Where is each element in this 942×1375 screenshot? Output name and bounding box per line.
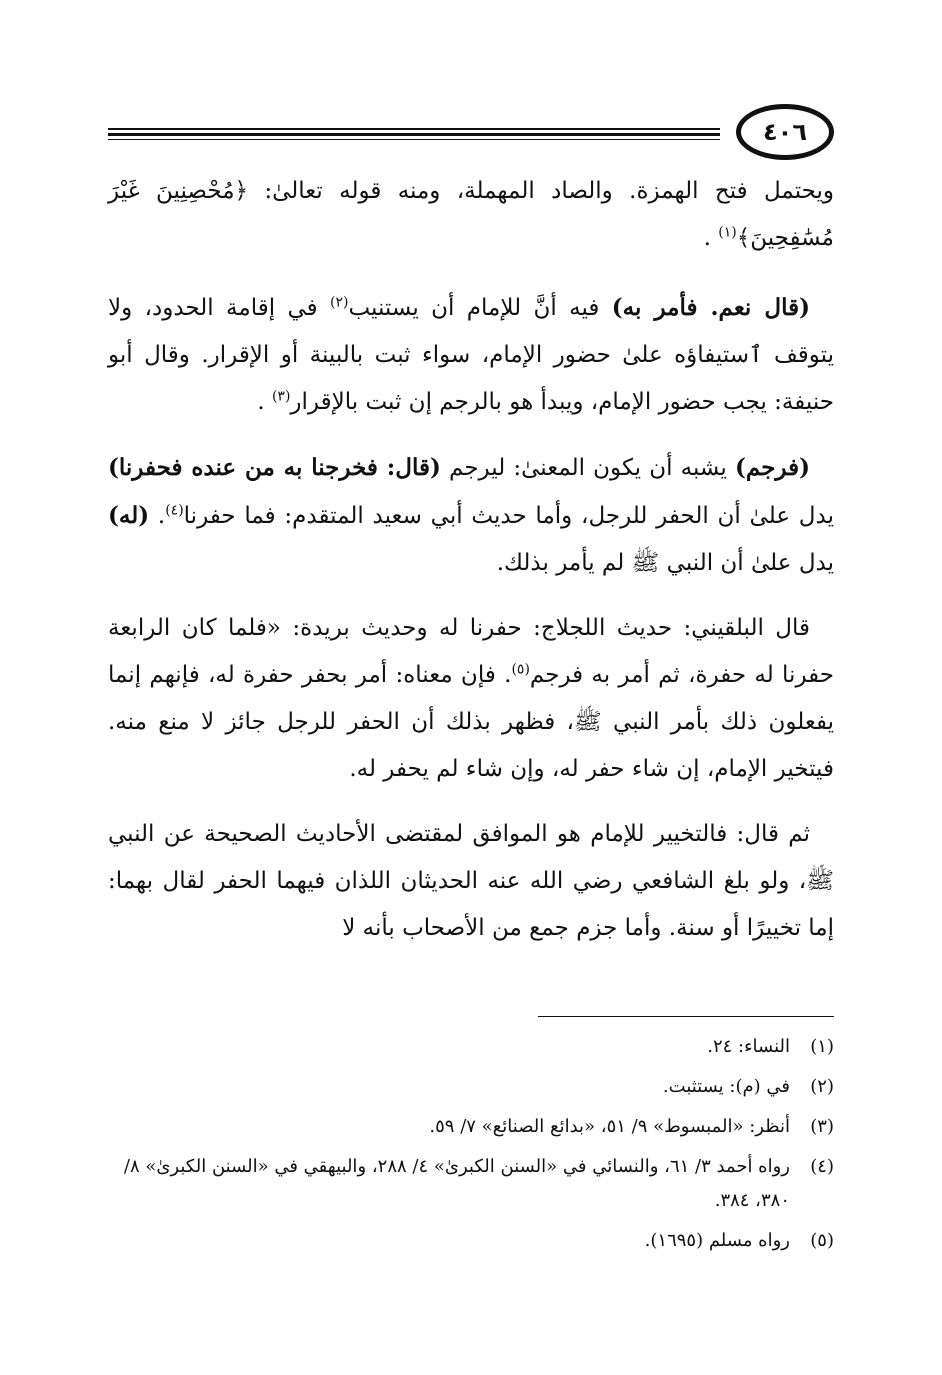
quoted-text: (له)	[108, 502, 150, 529]
footnote	[108, 1070, 834, 1104]
header-rule	[108, 139, 720, 140]
footnote-text: رواه أحمد ٣/ ٦١، والنسائي في «السنن الكبرىٰ» ٤/ ٢٨٨، والبيهقي في «السنن الكبرىٰ» ٨/ ٣٨٠، ٣٨٤.	[123, 1156, 790, 1211]
paragraph	[108, 811, 834, 952]
page-number-badge	[736, 104, 834, 160]
footnote-number: (٤)	[810, 1156, 834, 1177]
paragraph-text: يدل علىٰ أن الحفر للرجل، وأما حديث أبي سعيد المتقدم: فما حفرنا	[183, 503, 834, 529]
quoted-text: (فرجم)	[735, 454, 810, 481]
footnote-text: في (م): يستثبت.	[662, 1076, 790, 1097]
footnote-text: أنظر: «المبسوط» ٩/ ٥١، «بدائع الصنائع» ٧/ ٥٩.	[429, 1116, 790, 1137]
paragraph-text: يدل علىٰ أن النبي ﷺ لم يأمر بذلك.	[496, 550, 834, 576]
paragraph	[108, 444, 834, 587]
page-number: ٤٠٦	[763, 118, 807, 146]
header-rule	[108, 133, 720, 136]
footnote-ref: (٤)	[165, 502, 184, 519]
footnotes	[108, 1030, 834, 1264]
footnote-text: رواه مسلم (١٦٩٥).	[644, 1230, 790, 1251]
paragraph-text: . فإن معناه: أمر بحفر حفرة له، فإنهم إنما يفعلون ذلك بأمر النبي ﷺ، فظهر بذلك أن الحفر للرجل جائز لا منع منه. فيتخير الإمام، إن شاء حفر له، وإن شاء لم يحفر له.	[108, 662, 834, 782]
paragraph-text: يشبه أن يكون المعنىٰ: ليرجم	[440, 455, 735, 481]
footnote-number: (٣)	[810, 1116, 834, 1137]
header-rule	[108, 128, 720, 130]
footnote-number: (١)	[810, 1036, 834, 1057]
paragraph-text: .	[257, 389, 272, 415]
footnote-number: (٥)	[810, 1230, 834, 1251]
paragraph-text: فيه أنَّ للإمام أن يستنيب	[348, 295, 612, 321]
quoted-text: (قال: فخرجنا به من عنده فحفرنا)	[108, 454, 441, 481]
footnote-ref: (٥)	[511, 661, 530, 678]
paragraph-text: في إقامة الحدود، ولا يتوقف ٱستيفاؤه علىٰ حضور الإمام، سواء ثبت بالبينة أو الإقرار. وقال أبو حنيفة: يجب حضور الإمام، ويبدأ هو بالرجم إن ثبت بالإقرار	[108, 295, 834, 415]
footnote-separator	[538, 1016, 834, 1017]
paragraph-text: قال البلقيني: حديث اللجلاج: حفرنا له وحديث بريدة: «فلما كان الرابعة حفرنا له حفرة، ثم أمر به فرجم	[108, 615, 835, 688]
quoted-text: (قال نعم. فأمر به)	[611, 294, 810, 321]
footnote-ref: (٣)	[271, 388, 291, 405]
paragraph-text: .	[703, 225, 719, 251]
main-text	[108, 168, 834, 970]
footnote	[108, 1224, 834, 1258]
paragraph	[108, 605, 834, 793]
footnote-ref: (١)	[718, 224, 737, 241]
paragraph-text: .	[149, 503, 166, 529]
paragraph	[108, 168, 834, 262]
paragraph-text: ويحتمل فتح الهمزة. والصاد المهملة، ومنه قوله تعالىٰ: ﴿مُحْصِنِينَ غَيْرَ مُسَٰفِحِينَ﴾	[108, 178, 834, 251]
footnote-text: النساء: ٢٤.	[707, 1036, 790, 1057]
footnote-number: (٢)	[810, 1076, 834, 1097]
footnote	[108, 1150, 834, 1218]
footnote	[108, 1110, 834, 1144]
page-header	[108, 104, 834, 160]
paragraph-text: ثم قال: فالتخيير للإمام هو الموافق لمقتضى الأحاديث الصحيحة عن النبي ﷺ، ولو بلغ الشافعي رضي الله عنه الحديثان اللذان فيهما الحفر لقال بهما: إما تخييرًا أو سنة. وأما جزم جمع من الأصحاب بأنه لا	[108, 821, 834, 941]
footnote	[108, 1030, 834, 1064]
footnote-ref: (٢)	[330, 294, 349, 311]
paragraph	[108, 284, 834, 426]
